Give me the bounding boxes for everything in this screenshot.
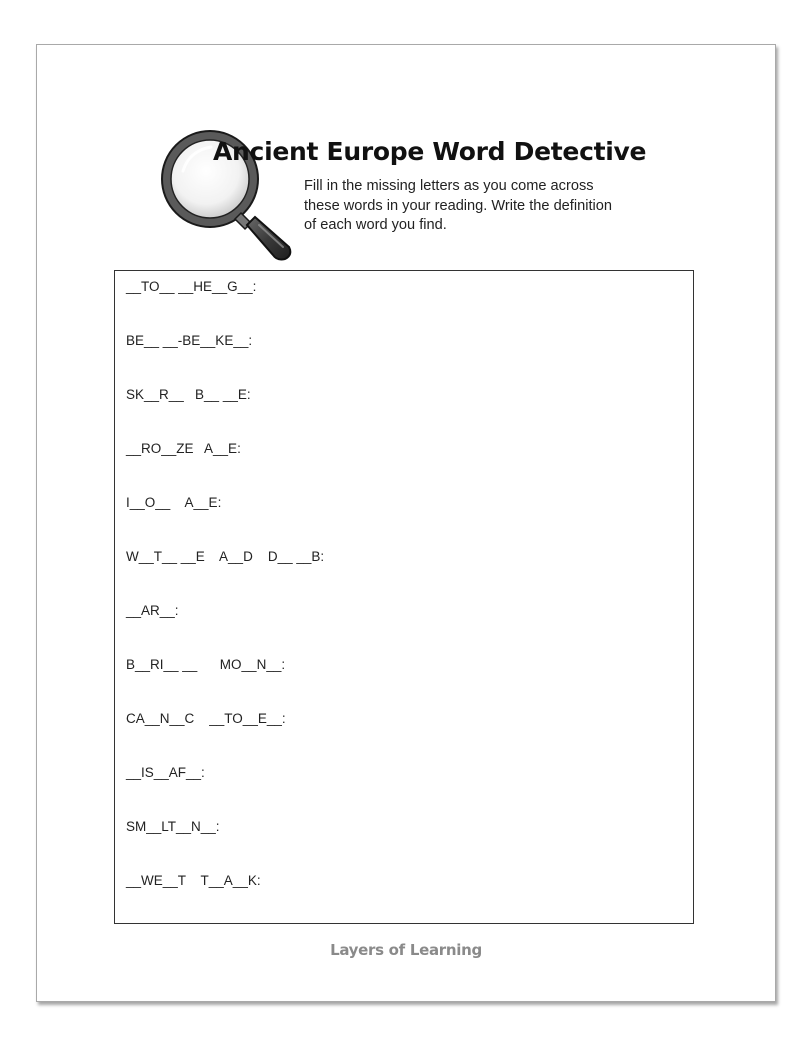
word-item-10: __IS__AF__: [126, 765, 205, 780]
word-item-12: __WE__T T__A__K: [126, 873, 261, 888]
instructions-text: Fill in the missing letters as you come across these words in your reading. Write the definition of each word you find. [304, 178, 612, 233]
word-list-box [114, 270, 694, 924]
word-item-7: __AR__: [126, 603, 179, 618]
word-item-4: __RO__ZE A__E: [126, 441, 241, 456]
word-item-6: W__T__ __E A__D D__ __B: [126, 549, 325, 564]
word-item-8: B__RI__ __ MO__N__: [126, 657, 286, 672]
word-item-11: SM__LT__N__: [126, 819, 220, 834]
word-item-2: BE__ __-BE__KE__: [126, 333, 253, 348]
worksheet-page [36, 44, 776, 1002]
word-item-9: CA__N__C __TO__E__: [126, 711, 286, 726]
word-item-3: SK__R__ B__ __E: [126, 387, 251, 402]
word-item-5: I__O__ A__E: [126, 495, 222, 510]
word-item-1: __TO__ __HE__G__: [126, 279, 257, 294]
footer-brand: Layers of Learning [330, 941, 482, 959]
page-title: Ancient Europe Word Detective [213, 137, 647, 166]
